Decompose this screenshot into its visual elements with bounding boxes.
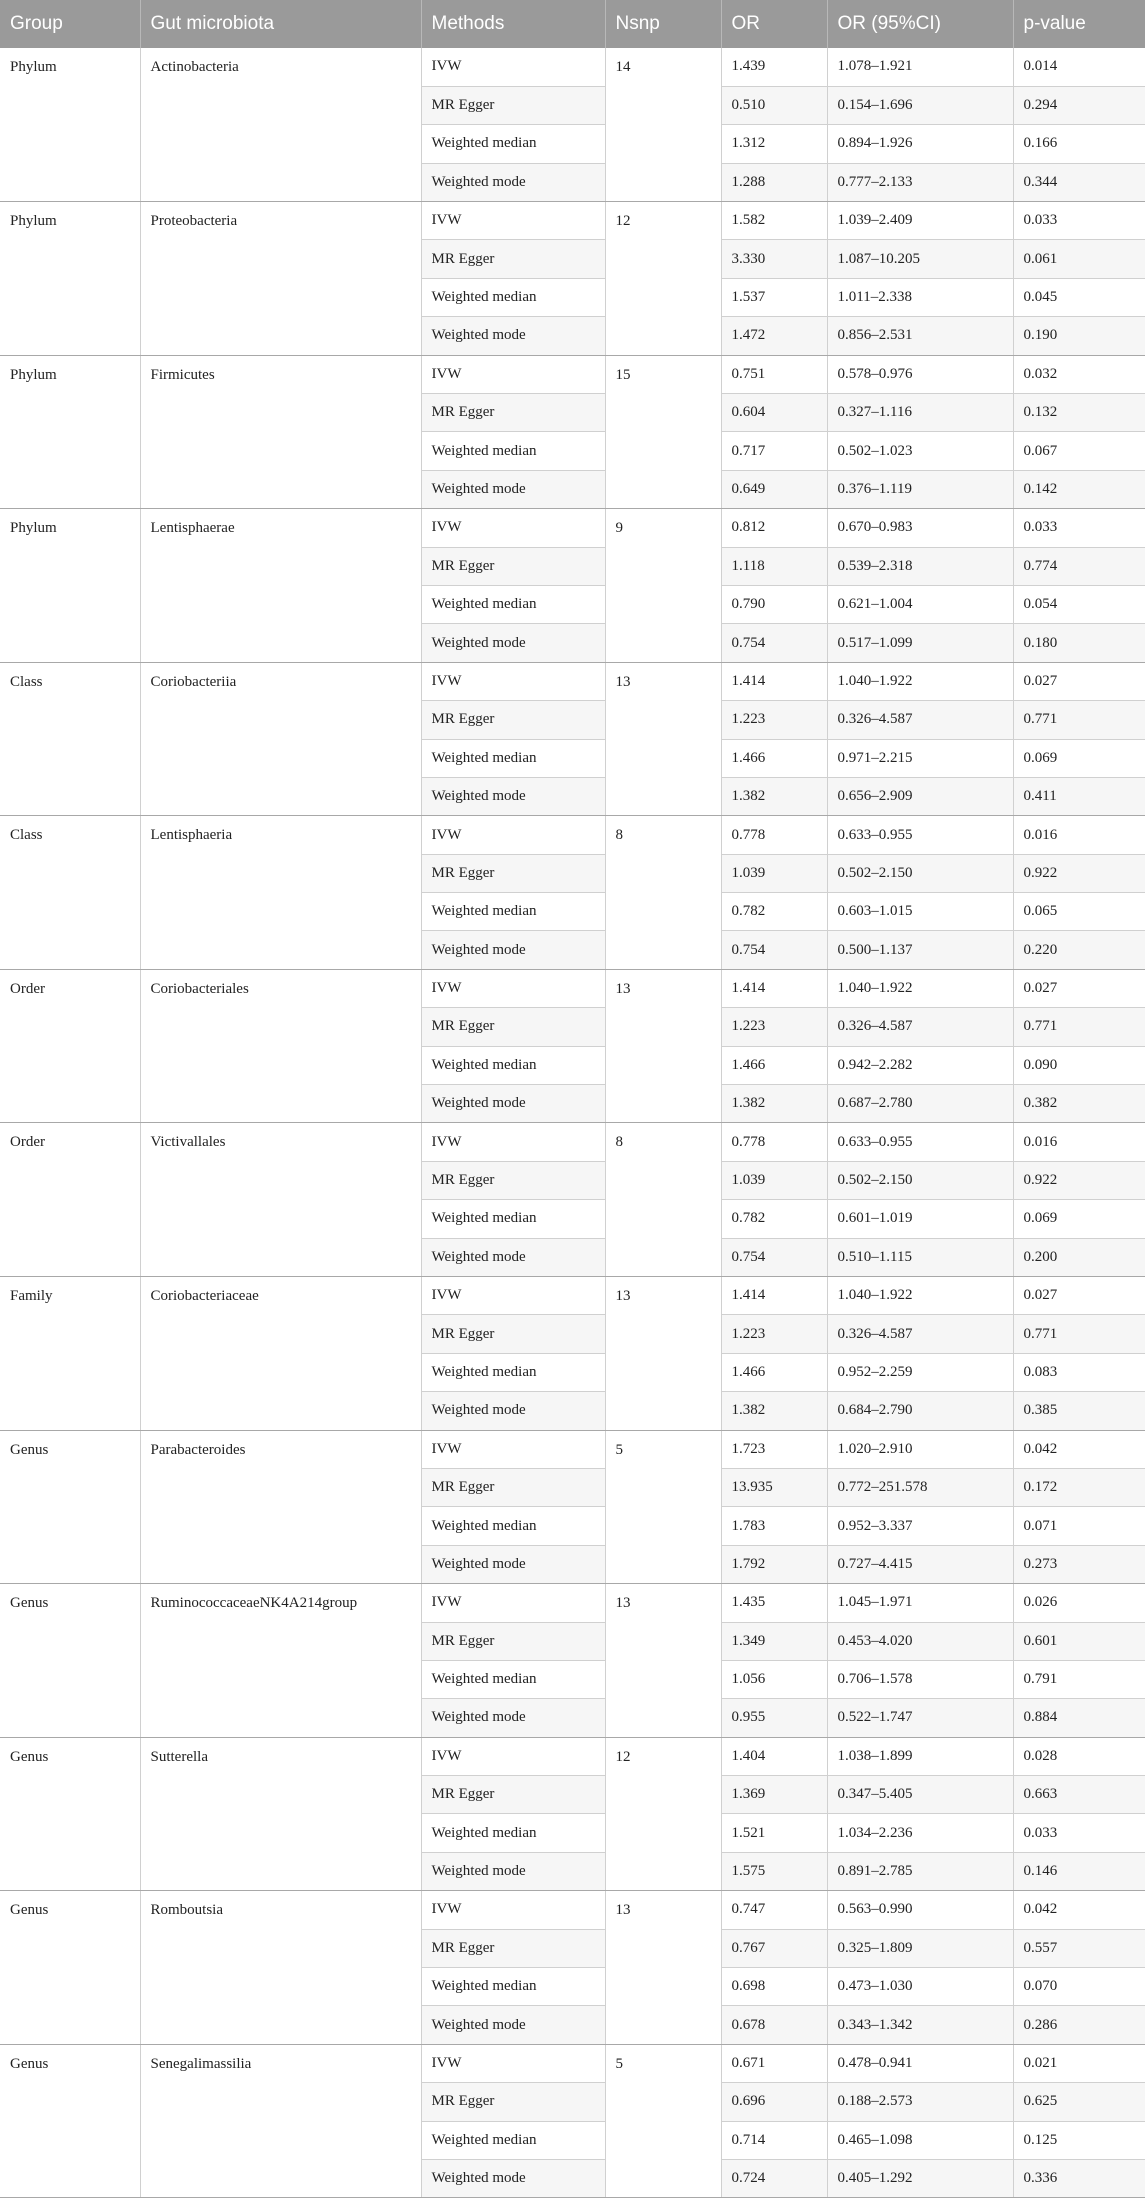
or-ci-cell: 0.478–0.941	[827, 2044, 1013, 2082]
method-cell: Weighted mode	[421, 2159, 605, 2197]
method-cell: IVW	[421, 2044, 605, 2082]
or-cell: 0.510	[721, 86, 827, 124]
p-value-cell: 0.033	[1013, 1814, 1145, 1852]
or-ci-cell: 0.376–1.119	[827, 470, 1013, 508]
or-cell: 0.724	[721, 2159, 827, 2197]
p-value-cell: 0.180	[1013, 624, 1145, 662]
or-ci-cell: 1.011–2.338	[827, 278, 1013, 316]
or-ci-cell: 0.522–1.747	[827, 1699, 1013, 1737]
p-value-cell: 0.070	[1013, 1968, 1145, 2006]
table-row	[0, 355, 1145, 393]
p-value-cell: 0.344	[1013, 163, 1145, 201]
or-cell: 1.435	[721, 1584, 827, 1622]
or-ci-cell: 0.633–0.955	[827, 816, 1013, 854]
method-cell: IVW	[421, 1584, 605, 1622]
p-value-cell: 0.125	[1013, 2121, 1145, 2159]
or-cell: 1.521	[721, 1814, 827, 1852]
or-ci-cell: 0.670–0.983	[827, 509, 1013, 547]
p-value-cell: 0.663	[1013, 1776, 1145, 1814]
method-cell: MR Egger	[421, 701, 605, 739]
or-cell: 0.754	[721, 624, 827, 662]
microbiota-cell: Proteobacteria	[140, 202, 421, 356]
or-ci-cell: 0.539–2.318	[827, 547, 1013, 585]
or-ci-cell: 1.078–1.921	[827, 48, 1013, 86]
method-cell: Weighted median	[421, 1200, 605, 1238]
or-cell: 1.582	[721, 202, 827, 240]
or-ci-cell: 0.326–4.587	[827, 701, 1013, 739]
table-body	[0, 48, 1145, 2198]
p-value-cell: 0.069	[1013, 1200, 1145, 1238]
or-cell: 1.118	[721, 547, 827, 585]
method-cell: Weighted mode	[421, 624, 605, 662]
p-value-cell: 0.385	[1013, 1392, 1145, 1430]
microbiota-cell: Lentisphaerae	[140, 509, 421, 663]
or-cell: 1.472	[721, 317, 827, 355]
method-cell: Weighted mode	[421, 931, 605, 969]
method-cell: Weighted mode	[421, 1852, 605, 1890]
or-ci-cell: 0.772–251.578	[827, 1468, 1013, 1506]
group-cell: Genus	[0, 1737, 140, 1891]
or-cell: 0.955	[721, 1699, 827, 1737]
or-ci-cell: 1.040–1.922	[827, 662, 1013, 700]
or-ci-cell: 0.894–1.926	[827, 125, 1013, 163]
group-cell: Order	[0, 969, 140, 1123]
table-row	[0, 662, 1145, 700]
microbiota-cell: Parabacteroides	[140, 1430, 421, 1584]
method-cell: IVW	[421, 202, 605, 240]
p-value-cell: 0.027	[1013, 662, 1145, 700]
or-ci-cell: 1.034–2.236	[827, 1814, 1013, 1852]
or-cell: 0.790	[721, 585, 827, 623]
or-ci-cell: 0.891–2.785	[827, 1852, 1013, 1890]
group-cell: Phylum	[0, 202, 140, 356]
or-ci-cell: 0.325–1.809	[827, 1929, 1013, 1967]
or-ci-cell: 0.502–1.023	[827, 432, 1013, 470]
group-cell: Phylum	[0, 355, 140, 509]
or-ci-cell: 1.020–2.910	[827, 1430, 1013, 1468]
table-row	[0, 202, 1145, 240]
table-row	[0, 816, 1145, 854]
or-cell: 1.056	[721, 1660, 827, 1698]
method-cell: MR Egger	[421, 2083, 605, 2121]
or-cell: 13.935	[721, 1468, 827, 1506]
method-cell: Weighted median	[421, 1507, 605, 1545]
or-cell: 1.369	[721, 1776, 827, 1814]
group-cell: Genus	[0, 1430, 140, 1584]
or-ci-cell: 0.621–1.004	[827, 585, 1013, 623]
or-ci-cell: 0.971–2.215	[827, 739, 1013, 777]
p-value-cell: 0.190	[1013, 317, 1145, 355]
or-cell: 1.439	[721, 48, 827, 86]
p-value-cell: 0.014	[1013, 48, 1145, 86]
or-ci-cell: 0.706–1.578	[827, 1660, 1013, 1698]
method-cell: Weighted mode	[421, 1545, 605, 1583]
or-ci-cell: 0.517–1.099	[827, 624, 1013, 662]
method-cell: Weighted mode	[421, 1699, 605, 1737]
microbiota-cell: RuminococcaceaeNK4A214group	[140, 1584, 421, 1738]
method-cell: IVW	[421, 1737, 605, 1775]
group-cell: Phylum	[0, 509, 140, 663]
method-cell: IVW	[421, 509, 605, 547]
or-cell: 1.466	[721, 1353, 827, 1391]
or-ci-cell: 0.656–2.909	[827, 777, 1013, 815]
group-cell: Phylum	[0, 48, 140, 202]
or-cell: 0.714	[721, 2121, 827, 2159]
method-cell: IVW	[421, 1891, 605, 1929]
or-cell: 1.537	[721, 278, 827, 316]
or-cell: 3.330	[721, 240, 827, 278]
or-cell: 1.288	[721, 163, 827, 201]
or-ci-cell: 0.502–2.150	[827, 854, 1013, 892]
or-ci-cell: 0.326–4.587	[827, 1008, 1013, 1046]
or-cell: 0.767	[721, 1929, 827, 1967]
p-value-cell: 0.273	[1013, 1545, 1145, 1583]
p-value-cell: 0.083	[1013, 1353, 1145, 1391]
or-ci-cell: 1.040–1.922	[827, 969, 1013, 1007]
or-cell: 1.414	[721, 969, 827, 1007]
p-value-cell: 0.382	[1013, 1085, 1145, 1123]
method-cell: Weighted mode	[421, 1085, 605, 1123]
or-ci-cell: 0.327–1.116	[827, 394, 1013, 432]
method-cell: Weighted median	[421, 893, 605, 931]
table-row	[0, 1277, 1145, 1315]
method-cell: Weighted mode	[421, 1238, 605, 1276]
method-cell: Weighted median	[421, 585, 605, 623]
p-value-cell: 0.601	[1013, 1622, 1145, 1660]
or-ci-cell: 0.326–4.587	[827, 1315, 1013, 1353]
header-group: Group	[0, 0, 140, 48]
p-value-cell: 0.200	[1013, 1238, 1145, 1276]
method-cell: Weighted mode	[421, 317, 605, 355]
or-cell: 0.747	[721, 1891, 827, 1929]
method-cell: IVW	[421, 816, 605, 854]
or-ci-cell: 0.500–1.137	[827, 931, 1013, 969]
p-value-cell: 0.142	[1013, 470, 1145, 508]
p-value-cell: 0.028	[1013, 1737, 1145, 1775]
or-ci-cell: 0.856–2.531	[827, 317, 1013, 355]
nsnp-cell: 14	[605, 48, 721, 202]
or-ci-cell: 1.087–10.205	[827, 240, 1013, 278]
method-cell: MR Egger	[421, 1622, 605, 1660]
nsnp-cell: 13	[605, 662, 721, 816]
or-ci-cell: 0.343–1.342	[827, 2006, 1013, 2044]
or-ci-cell: 0.347–5.405	[827, 1776, 1013, 1814]
header-methods: Methods	[421, 0, 605, 48]
or-cell: 0.754	[721, 931, 827, 969]
or-ci-cell: 0.603–1.015	[827, 893, 1013, 931]
or-cell: 1.466	[721, 739, 827, 777]
or-cell: 1.223	[721, 1315, 827, 1353]
or-ci-cell: 0.727–4.415	[827, 1545, 1013, 1583]
method-cell: Weighted median	[421, 739, 605, 777]
or-cell: 0.698	[721, 1968, 827, 2006]
header-or-95ci: OR (95%CI)	[827, 0, 1013, 48]
method-cell: Weighted median	[421, 278, 605, 316]
p-value-cell: 0.042	[1013, 1430, 1145, 1468]
method-cell: Weighted median	[421, 1046, 605, 1084]
p-value-cell: 0.166	[1013, 125, 1145, 163]
method-cell: Weighted median	[421, 1968, 605, 2006]
or-ci-cell: 0.405–1.292	[827, 2159, 1013, 2197]
p-value-cell: 0.042	[1013, 1891, 1145, 1929]
or-ci-cell: 0.465–1.098	[827, 2121, 1013, 2159]
nsnp-cell: 12	[605, 1737, 721, 1891]
table-row	[0, 48, 1145, 86]
method-cell: IVW	[421, 969, 605, 1007]
p-value-cell: 0.771	[1013, 701, 1145, 739]
method-cell: Weighted median	[421, 1814, 605, 1852]
group-cell: Class	[0, 662, 140, 816]
p-value-cell: 0.146	[1013, 1852, 1145, 1890]
or-ci-cell: 0.942–2.282	[827, 1046, 1013, 1084]
or-ci-cell: 0.777–2.133	[827, 163, 1013, 201]
or-ci-cell: 1.038–1.899	[827, 1737, 1013, 1775]
or-cell: 1.404	[721, 1737, 827, 1775]
header-nsnp: Nsnp	[605, 0, 721, 48]
nsnp-cell: 5	[605, 1430, 721, 1584]
or-ci-cell: 0.510–1.115	[827, 1238, 1013, 1276]
method-cell: MR Egger	[421, 1776, 605, 1814]
p-value-cell: 0.090	[1013, 1046, 1145, 1084]
microbiota-cell: Romboutsia	[140, 1891, 421, 2045]
or-ci-cell: 0.952–3.337	[827, 1507, 1013, 1545]
method-cell: IVW	[421, 48, 605, 86]
or-cell: 1.414	[721, 1277, 827, 1315]
method-cell: IVW	[421, 355, 605, 393]
p-value-cell: 0.922	[1013, 1161, 1145, 1199]
or-cell: 1.783	[721, 1507, 827, 1545]
table-row	[0, 1737, 1145, 1775]
table-row	[0, 969, 1145, 1007]
or-cell: 1.039	[721, 1161, 827, 1199]
nsnp-cell: 8	[605, 816, 721, 970]
p-value-cell: 0.771	[1013, 1315, 1145, 1353]
or-ci-cell: 0.502–2.150	[827, 1161, 1013, 1199]
or-cell: 1.223	[721, 701, 827, 739]
or-cell: 0.696	[721, 2083, 827, 2121]
or-ci-cell: 0.473–1.030	[827, 1968, 1013, 2006]
p-value-cell: 0.336	[1013, 2159, 1145, 2197]
p-value-cell: 0.021	[1013, 2044, 1145, 2082]
or-cell: 1.382	[721, 1085, 827, 1123]
group-cell: Order	[0, 1123, 140, 1277]
method-cell: MR Egger	[421, 240, 605, 278]
or-ci-cell: 0.952–2.259	[827, 1353, 1013, 1391]
nsnp-cell: 13	[605, 969, 721, 1123]
or-cell: 0.778	[721, 816, 827, 854]
or-ci-cell: 0.563–0.990	[827, 1891, 1013, 1929]
method-cell: Weighted mode	[421, 1392, 605, 1430]
p-value-cell: 0.625	[1013, 2083, 1145, 2121]
method-cell: Weighted mode	[421, 2006, 605, 2044]
header-gut-microbiota: Gut microbiota	[140, 0, 421, 48]
p-value-cell: 0.016	[1013, 816, 1145, 854]
table-row	[0, 1430, 1145, 1468]
table-row	[0, 1584, 1145, 1622]
microbiota-cell: Coriobacteriia	[140, 662, 421, 816]
method-cell: Weighted median	[421, 432, 605, 470]
or-cell: 0.751	[721, 355, 827, 393]
p-value-cell: 0.033	[1013, 202, 1145, 240]
p-value-cell: 0.045	[1013, 278, 1145, 316]
group-cell: Genus	[0, 1584, 140, 1738]
method-cell: IVW	[421, 1277, 605, 1315]
or-cell: 1.382	[721, 777, 827, 815]
p-value-cell: 0.016	[1013, 1123, 1145, 1161]
or-ci-cell: 1.039–2.409	[827, 202, 1013, 240]
microbiota-cell: Senegalimassilia	[140, 2044, 421, 2198]
group-cell: Class	[0, 816, 140, 970]
method-cell: Weighted median	[421, 1353, 605, 1391]
table-header	[0, 0, 1145, 48]
method-cell: IVW	[421, 662, 605, 700]
nsnp-cell: 13	[605, 1584, 721, 1738]
table-row	[0, 2044, 1145, 2082]
p-value-cell: 0.922	[1013, 854, 1145, 892]
or-cell: 0.671	[721, 2044, 827, 2082]
or-ci-cell: 0.154–1.696	[827, 86, 1013, 124]
microbiota-cell: Victivallales	[140, 1123, 421, 1277]
or-ci-cell: 0.188–2.573	[827, 2083, 1013, 2121]
p-value-cell: 0.771	[1013, 1008, 1145, 1046]
header-p-value: p-value	[1013, 0, 1145, 48]
or-cell: 0.782	[721, 893, 827, 931]
p-value-cell: 0.411	[1013, 777, 1145, 815]
method-cell: Weighted median	[421, 2121, 605, 2159]
method-cell: IVW	[421, 1430, 605, 1468]
microbiota-cell: Firmicutes	[140, 355, 421, 509]
p-value-cell: 0.294	[1013, 86, 1145, 124]
p-value-cell: 0.286	[1013, 2006, 1145, 2044]
p-value-cell: 0.054	[1013, 585, 1145, 623]
method-cell: MR Egger	[421, 547, 605, 585]
or-cell: 0.604	[721, 394, 827, 432]
p-value-cell: 0.033	[1013, 509, 1145, 547]
or-cell: 1.792	[721, 1545, 827, 1583]
table-row	[0, 1123, 1145, 1161]
method-cell: MR Egger	[421, 394, 605, 432]
nsnp-cell: 15	[605, 355, 721, 509]
p-value-cell: 0.032	[1013, 355, 1145, 393]
method-cell: IVW	[421, 1123, 605, 1161]
or-cell: 1.223	[721, 1008, 827, 1046]
p-value-cell: 0.065	[1013, 893, 1145, 931]
table-row	[0, 1891, 1145, 1929]
or-ci-cell: 0.633–0.955	[827, 1123, 1013, 1161]
or-cell: 1.039	[721, 854, 827, 892]
or-cell: 0.778	[721, 1123, 827, 1161]
or-ci-cell: 1.040–1.922	[827, 1277, 1013, 1315]
group-cell: Genus	[0, 1891, 140, 2045]
p-value-cell: 0.132	[1013, 394, 1145, 432]
method-cell: MR Egger	[421, 1008, 605, 1046]
or-cell: 1.382	[721, 1392, 827, 1430]
microbiota-cell: Sutterella	[140, 1737, 421, 1891]
method-cell: Weighted median	[421, 1660, 605, 1698]
method-cell: MR Egger	[421, 1161, 605, 1199]
or-ci-cell: 0.453–4.020	[827, 1622, 1013, 1660]
p-value-cell: 0.061	[1013, 240, 1145, 278]
microbiota-cell: Lentisphaeria	[140, 816, 421, 970]
p-value-cell: 0.557	[1013, 1929, 1145, 1967]
nsnp-cell: 8	[605, 1123, 721, 1277]
or-ci-cell: 0.684–2.790	[827, 1392, 1013, 1430]
header-or: OR	[721, 0, 827, 48]
or-cell: 0.754	[721, 1238, 827, 1276]
group-cell: Genus	[0, 2044, 140, 2198]
p-value-cell: 0.774	[1013, 547, 1145, 585]
microbiota-cell: Actinobacteria	[140, 48, 421, 202]
nsnp-cell: 13	[605, 1891, 721, 2045]
or-cell: 0.812	[721, 509, 827, 547]
nsnp-cell: 13	[605, 1277, 721, 1431]
microbiota-cell: Coriobacteriaceae	[140, 1277, 421, 1431]
nsnp-cell: 5	[605, 2044, 721, 2198]
method-cell: Weighted mode	[421, 470, 605, 508]
p-value-cell: 0.027	[1013, 1277, 1145, 1315]
or-ci-cell: 1.045–1.971	[827, 1584, 1013, 1622]
p-value-cell: 0.172	[1013, 1468, 1145, 1506]
method-cell: Weighted median	[421, 125, 605, 163]
nsnp-cell: 12	[605, 202, 721, 356]
p-value-cell: 0.027	[1013, 969, 1145, 1007]
p-value-cell: 0.071	[1013, 1507, 1145, 1545]
p-value-cell: 0.067	[1013, 432, 1145, 470]
nsnp-cell: 9	[605, 509, 721, 663]
or-cell: 1.723	[721, 1430, 827, 1468]
p-value-cell: 0.884	[1013, 1699, 1145, 1737]
or-cell: 0.782	[721, 1200, 827, 1238]
method-cell: MR Egger	[421, 854, 605, 892]
method-cell: MR Egger	[421, 86, 605, 124]
method-cell: Weighted mode	[421, 163, 605, 201]
or-ci-cell: 0.578–0.976	[827, 355, 1013, 393]
method-cell: Weighted mode	[421, 777, 605, 815]
p-value-cell: 0.069	[1013, 739, 1145, 777]
p-value-cell: 0.220	[1013, 931, 1145, 969]
or-cell: 0.649	[721, 470, 827, 508]
microbiota-cell: Coriobacteriales	[140, 969, 421, 1123]
or-ci-cell: 0.601–1.019	[827, 1200, 1013, 1238]
method-cell: MR Egger	[421, 1315, 605, 1353]
p-value-cell: 0.791	[1013, 1660, 1145, 1698]
method-cell: MR Egger	[421, 1929, 605, 1967]
header-row	[0, 0, 1145, 48]
table-row	[0, 509, 1145, 547]
group-cell: Family	[0, 1277, 140, 1431]
or-cell: 0.678	[721, 2006, 827, 2044]
or-ci-cell: 0.687–2.780	[827, 1085, 1013, 1123]
or-cell: 1.349	[721, 1622, 827, 1660]
or-cell: 1.575	[721, 1852, 827, 1890]
or-cell: 1.312	[721, 125, 827, 163]
or-cell: 1.414	[721, 662, 827, 700]
p-value-cell: 0.026	[1013, 1584, 1145, 1622]
or-cell: 0.717	[721, 432, 827, 470]
method-cell: MR Egger	[421, 1468, 605, 1506]
or-cell: 1.466	[721, 1046, 827, 1084]
